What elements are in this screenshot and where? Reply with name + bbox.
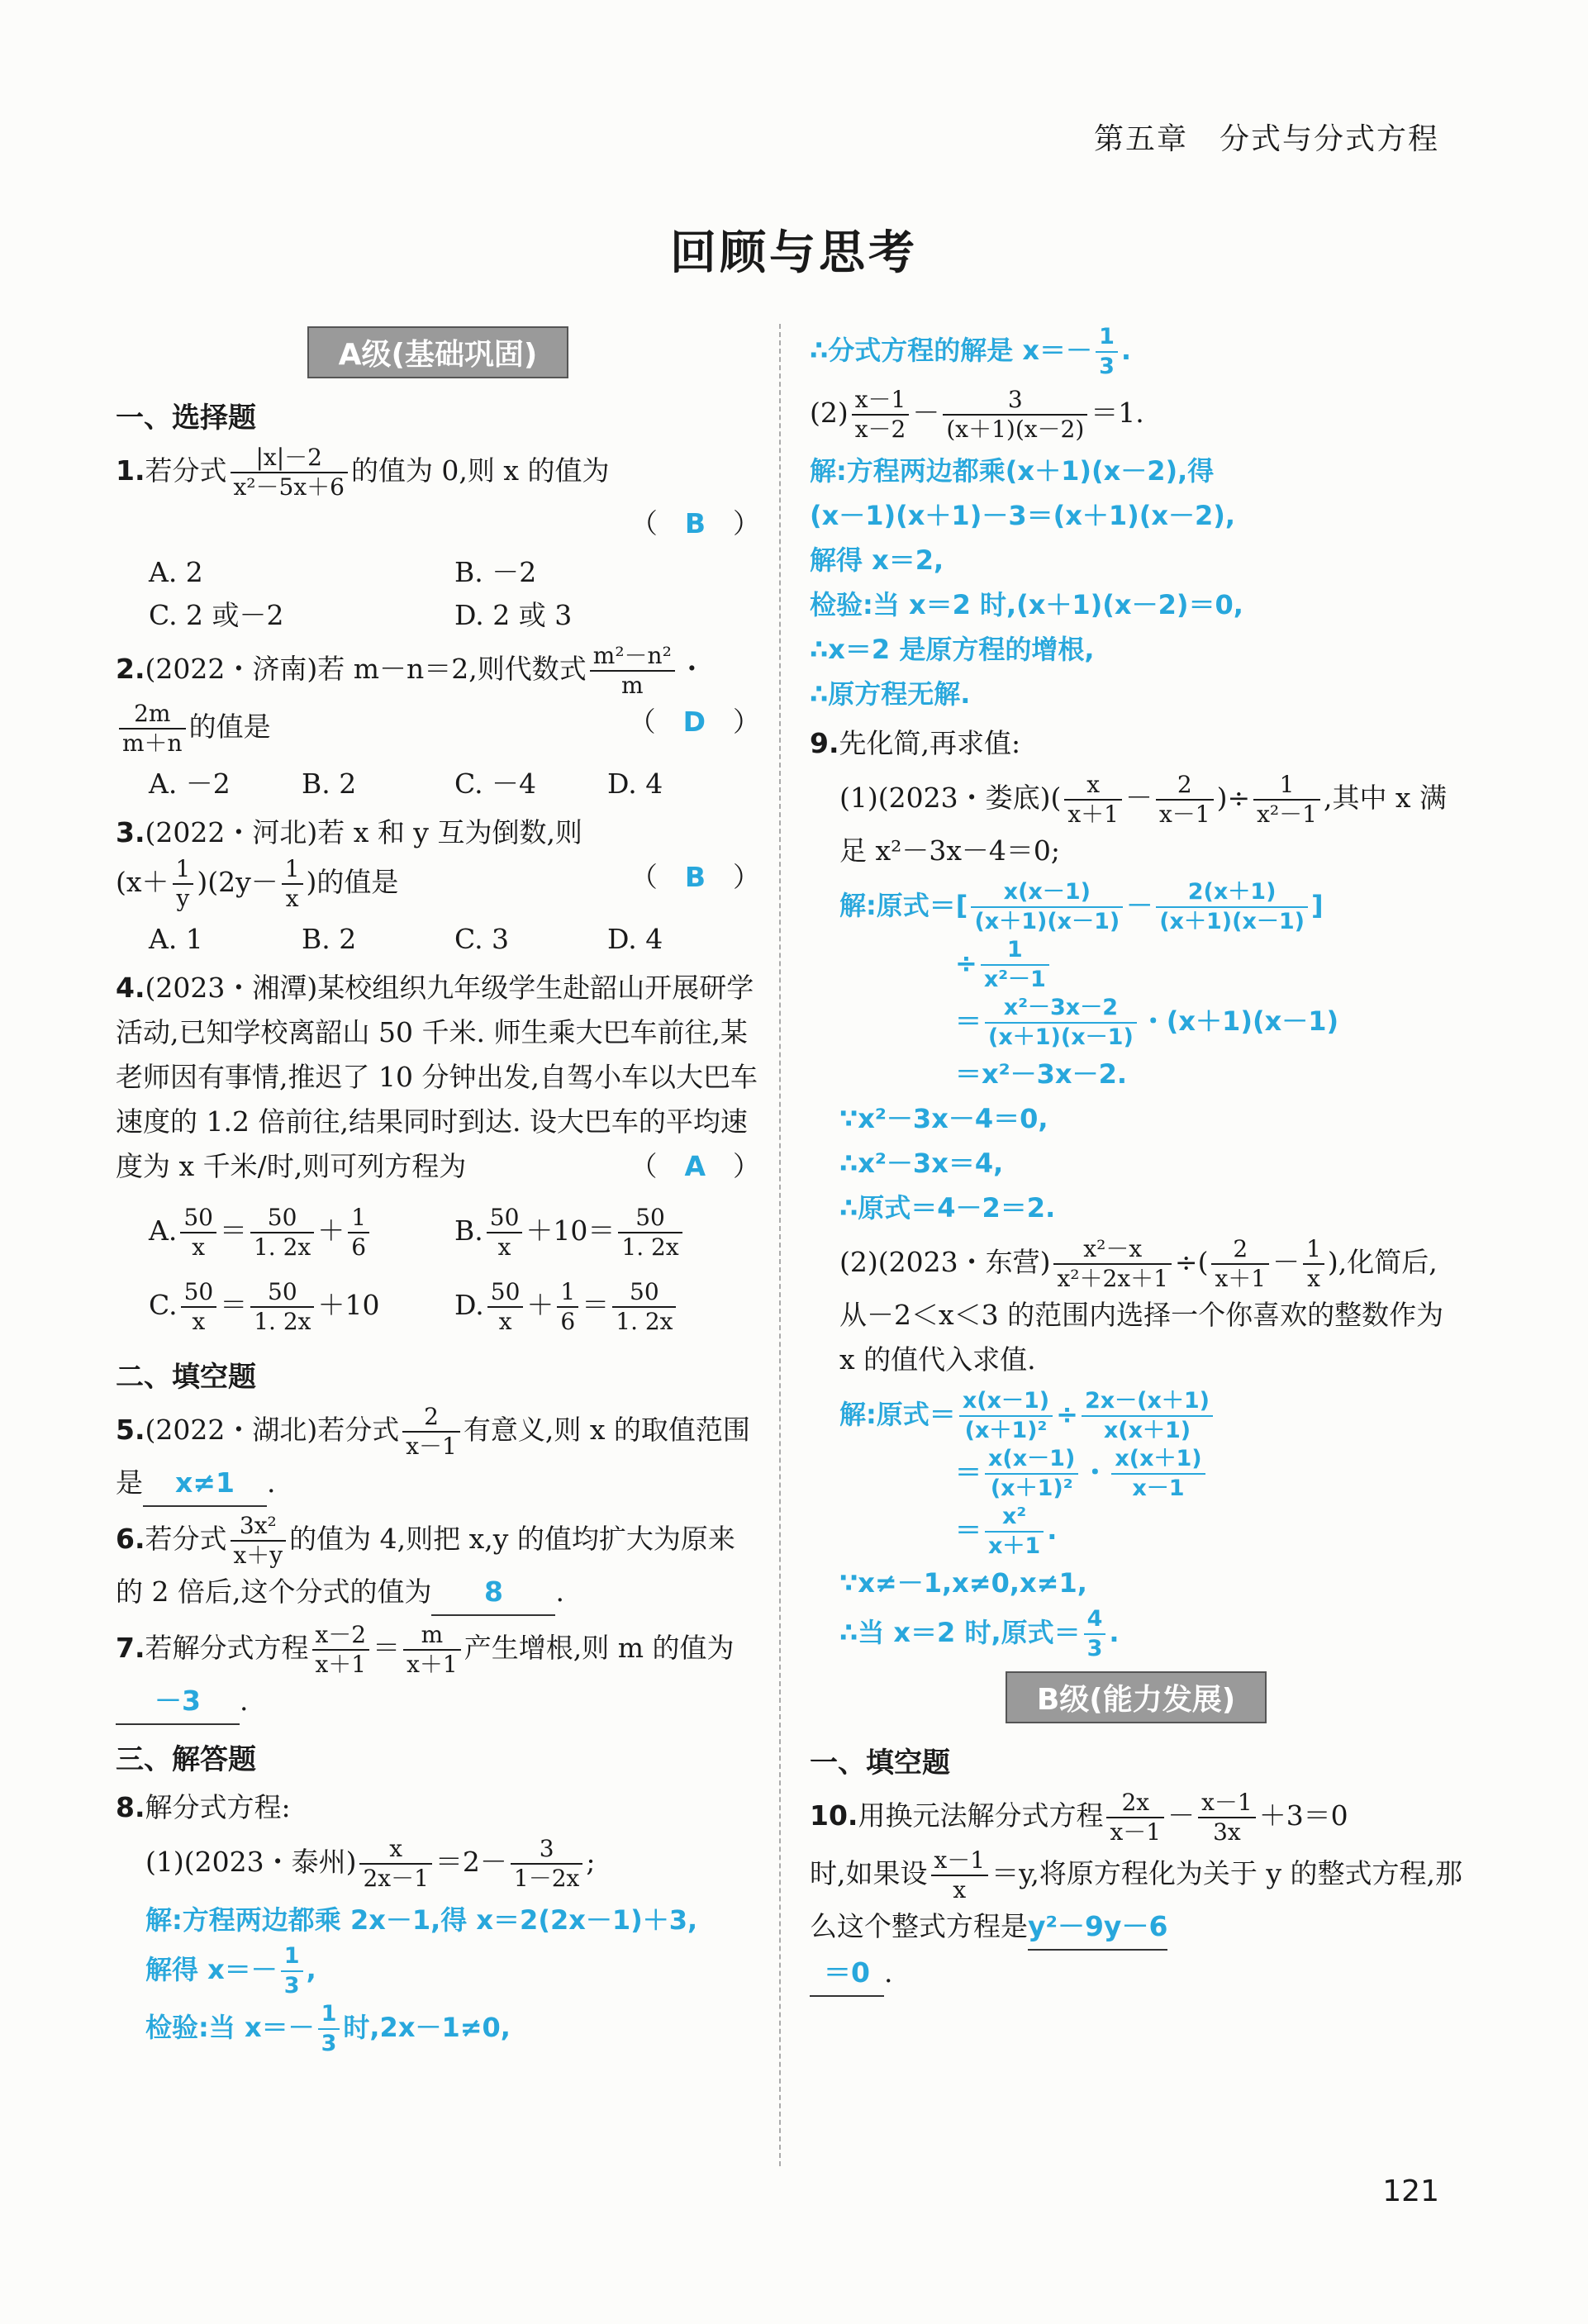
q2-answer: D xyxy=(682,706,706,738)
right-column xyxy=(810,326,1462,2002)
q9-solution1: 解:原式＝[ $\frac{x(x-1)}{(x+1)(x-1)}$ － $\frac{2(x+1)}{(x+1)(x-1)}$ ] ÷ $\frac{1}{\text{x²－1}}$ ＝ $\frac{\text{x²－3x－2}}{(x+1)(x-1)}$ ・(x＋1)(x－1) ＝x²－3x－2. ∵x²－3x－4＝0, ∴x²－3x＝4, ∴原式＝4－2＝2. xyxy=(839,879,1339,1224)
q1-text: 若分式 xyxy=(145,454,227,487)
question-8: 8.解分式方程: xyxy=(116,1791,291,1823)
question-1: 1.若分式 $\frac{|x|-2}{\text{x²－5x＋6}}$ 的值为 0,则 x 的值为 （ B ） xyxy=(116,444,760,539)
q8-solution1: 解:方程两边都乘 2x－1,得 x＝2(2x－1)＋3, 解得 x＝－ $\frac{1}{3}$ , 检验:当 x＝－ $\frac{1}{3}$ 时,2x－1≠0, xyxy=(145,1904,698,2056)
question-9: 9.先化简,再求值: xyxy=(810,727,1021,759)
q3-answer: B xyxy=(684,861,706,893)
left-column xyxy=(116,326,760,2058)
question-6: 6.若分式 $\frac{\text{3x²}}{x+y}$ 的值为 4,则把 x,y 的值均扩大为原来的 2 倍后,这个分式的值为 8 . xyxy=(116,1512,760,1616)
q4-options: A. $\frac{50}{x}$ ＝ $\frac{50}{1. 2x}$ ＋ $\frac{1}{6}$ B. $\frac{50}{x}$ ＋10＝ $\frac{50}{1. 2x}$ C. $\frac{50}{x}$ ＝ $\frac{50}{1. 2x}$ ＋10 D. $\frac{50}{x}$ ＋ $\frac{1}{6}$ ＝ $\frac{50}{1. 2x}$ xyxy=(149,1194,760,1343)
q1-options: A. 2 B. －2 C. 2 或－2 D. 2 或 3 xyxy=(149,556,573,631)
q5-answer: x≠1 xyxy=(143,1461,267,1507)
q8-part1: (1)(2023・泰州) $\frac{x}{2x-1}$ ＝2－ $\frac{3}{1-2x}$ ; xyxy=(145,1835,596,1892)
section-fill: 二、填空题 xyxy=(116,1361,256,1394)
section-choice: 一、选择题 xyxy=(116,402,256,435)
q10-answer-2: ＝0 xyxy=(810,1951,884,1997)
q7-answer: －3 xyxy=(116,1679,240,1725)
question-3: 3.(2022・河北)若 x 和 y 互为倒数,则 (x＋ $\frac{1}{y}$ )(2y－ $\frac{1}{x}$ )的值是 （ B ） xyxy=(116,816,760,912)
q1-text-post: 的值为 0,则 x 的值为 xyxy=(350,454,610,487)
question-4: 4.(2023・湘潭)某校组织九年级学生赴韶山开展研学活动,已知学校离韶山 50 千米. 师生乘大巴车前往,某老师因有事情,推迟了 10 分钟出发,自驾小车以大巴车速度的 1.2 倍前往,结果同时到达. 设大巴车的平均速度为 x 千米/时,则可列方程为 （ A ） xyxy=(116,972,760,1182)
question-2: 2.(2022・济南)若 m－n＝2,则代数式 $\frac{\text{m²－n²}}{m}$ ・ $\frac{2m}{m+n}$ 的值是 （ D ） xyxy=(116,642,760,757)
chapter-header: 第五章 分式与分式方程 xyxy=(1093,122,1439,156)
column-divider xyxy=(779,324,781,2166)
q6-answer: 8 xyxy=(431,1570,555,1616)
q2-options: A. －2 B. 2 C. －4 D. 4 xyxy=(149,768,663,800)
page-title: 回顾与思考 xyxy=(670,226,918,280)
q1-fraction: $\frac{|x|-2}{\text{x²－5x＋6}}$ xyxy=(231,444,348,501)
question-5: 5.(2022・湖北)若分式 $\frac{2}{x-1}$ 有意义,则 x 的取值范围是 x≠1 . xyxy=(116,1403,760,1507)
section-solve: 三、解答题 xyxy=(116,1743,256,1776)
q3-options: A. 1 B. 2 C. 3 D. 4 xyxy=(149,923,663,955)
q8-part2: (2) $\frac{x-1}{x-2}$ － $\frac{3}{(x+1)(x-2)}$ ＝1. xyxy=(810,386,1144,443)
question-7: 7.若解分式方程 $\frac{x-2}{x+1}$ ＝ $\frac{m}{x+1}$ 产生增根,则 m 的值为－3 . xyxy=(116,1621,760,1725)
question-10: 10.用换元法解分式方程 $\frac{2x}{x-1}$ － $\frac{x-1}{3x}$ ＋3＝0 时,如果设 $\frac{x-1}{x}$ ＝y,将原方程化为关于 y 的整式方程,那么这个整式方程是y²－9y－6 ＝0 . xyxy=(810,1789,1462,1997)
section-fill-b: 一、填空题 xyxy=(810,1747,950,1780)
page-number: 121 xyxy=(1382,2174,1439,2208)
q8-solution2: 解:方程两边都乘(x＋1)(x－2),得 (x－1)(x＋1)－3＝(x＋1)(x－2), 解得 x＝2, 检验:当 x＝2 时,(x＋1)(x－2)＝0, ∴x＝2 是原方程的增根, ∴原方程无解. xyxy=(810,455,1243,710)
q9-part1: (1)(2023・娄底)( $\frac{x}{x+1}$ － $\frac{2}{x-1}$ )÷ $\frac{1}{\text{x²－1}}$ ,其中 x 满足 x²－3x－4＝0; xyxy=(839,771,1448,867)
level-a-banner: A级(基础巩固) xyxy=(307,326,569,378)
q8-solution1-cont: ∴分式方程的解是 x＝－ $\frac{1}{3}$ . xyxy=(810,324,1132,379)
q4-answer: A xyxy=(684,1150,706,1182)
q1-number: 1. xyxy=(116,454,145,487)
q10-answer-1: y²－9y－6 xyxy=(1028,1904,1167,1951)
q1-answer: B xyxy=(684,507,706,539)
level-b-banner: B级(能力发展) xyxy=(1006,1671,1267,1723)
q9-part2: (2)(2023・东营) $\frac{\text{x²－x}}{\text{x²＋2x＋1}}$ ÷( $\frac{2}{x+1}$ － $\frac{1}{x}$ ),化简后,从－2＜x＜3 的范围内选择一个你喜欢的整数作为 x 的值代入求值. xyxy=(839,1235,1444,1376)
q9-solution2: 解:原式＝ $\frac{x(x-1)}{\text{(x＋1)²}}$ ÷ $\frac{2x-(x+1)}{x(x+1)}$ ＝ $\frac{x(x-1)}{\text{(x＋1)²}}$ ・ $\frac{x(x+1)}{x-1}$ ＝ $\frac{\text{x²}}{x+1}$ . ∵x≠－1,x≠0,x≠1, ∴当 x＝2 时,原式＝ $\frac{4}{3}$ . xyxy=(810,1387,1462,1663)
